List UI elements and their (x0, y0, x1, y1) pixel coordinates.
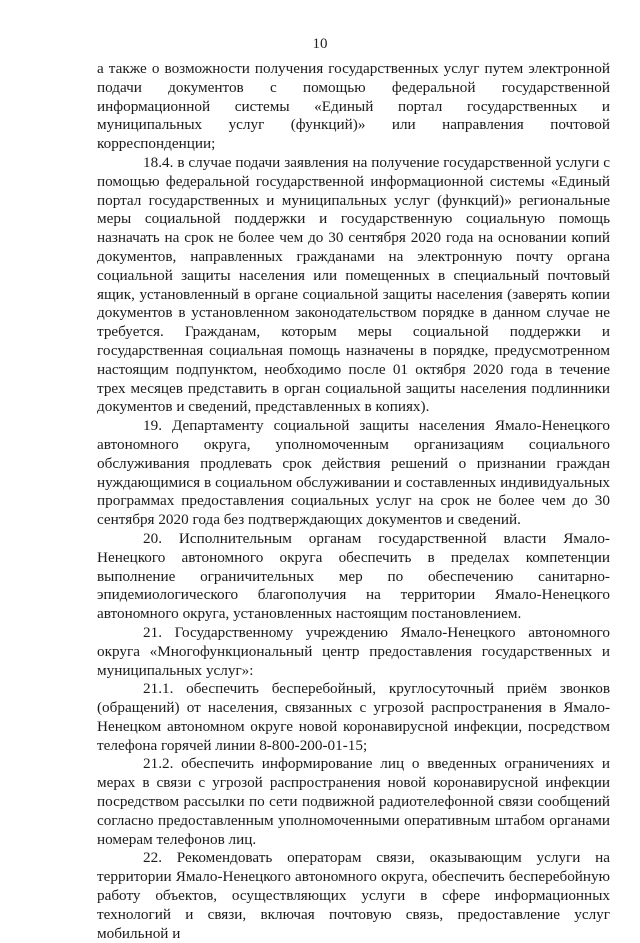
page-number: 10 (312, 36, 328, 52)
document-body (97, 60, 610, 943)
paragraph-21-2: 21.2. обеспечить информирование лиц о введенных ограничениях и мерах в связи с угрозой распространения новой коронавирусной инфекции посредством рассылки по сети подвижной радиотелефонной связи сообщений согласно предоставленным уполномоченными оперативным штабом органами номерам телефонов лиц. (97, 755, 610, 848)
paragraph-18-4: 18.4. в случае подачи заявления на получение государственной услуги с помощью федеральной государственной информационной системы «Единый портал государственных и муниципальных услуг (функций)» региональные меры социальной поддержки и государственную социальную помощь назначать на срок не более чем до 30 сентября 2020 года на основании копий документов, направленных гражданами на электронную почту органа социальной защиты населения или помещенных в специальный почтовый ящик, установленный в органе социальной защиты населения (заверять копии документов в установленном законодательством порядке в данном случае не требуется. Гражданам, которым меры социальной поддержки и государственная социальная помощь назначены в порядке, предусмотренном настоящим подпунктом, необходимо после 01 октября 2020 года в течение трех месяцев представить в орган социальной защиты населения подлинники документов и сведений, представленных в копиях). (97, 153, 610, 416)
paragraph-20: 20. Исполнительным органам государственной власти Ямало-Ненецкого автономного округа обеспечить в пределах компетенции выполнение ограничительных мер по обеспечению санитарно-эпидемиологического благополучия на территории Ямало-Ненецкого автономного округа, установленных настоящим постановлением. (97, 529, 610, 623)
paragraph-continuation: а также о возможности получения государственных услуг путем электронной подачи документов с помощью федеральной государственной информационной системы «Единый портал государственных и муниципальных услуг (функций)» или направления почтовой корреспонденции; (97, 60, 610, 153)
paragraph-21-1: 21.1. обеспечить бесперебойный, круглосуточный приём звонков (обращений) от населения, связанных с угрозой распространения в Ямало-Ненецком автономном округе новой коронавирусной инфекции, посредством телефона горячей линии 8-800-200-01-15; (97, 680, 610, 754)
paragraph-19: 19. Департаменту социальной защиты населения Ямало-Ненецкого автономного округа, уполномоченным организациям социального обслуживания продлевать срок действия решений о признании граждан нуждающимися в социальном обслуживании и составленных индивидуальных программах предоставления социальных услуг на срок не более чем до 30 сентября 2020 года без подтверждающих документов и сведений. (97, 417, 610, 529)
paragraph-21: 21. Государственному учреждению Ямало-Ненецкого автономного округа «Многофункциональный центр предоставления государственных и муниципальных услуг»: (97, 623, 610, 679)
paragraph-22: 22. Рекомендовать операторам связи, оказывающим услуги на территории Ямало-Ненецкого автономного округа, обеспечить бесперебойную работу объектов, осуществляющих услуги в сфере информационных технологий и связи, включая почтовую связь, предоставление услуг мобильной и (97, 849, 610, 942)
